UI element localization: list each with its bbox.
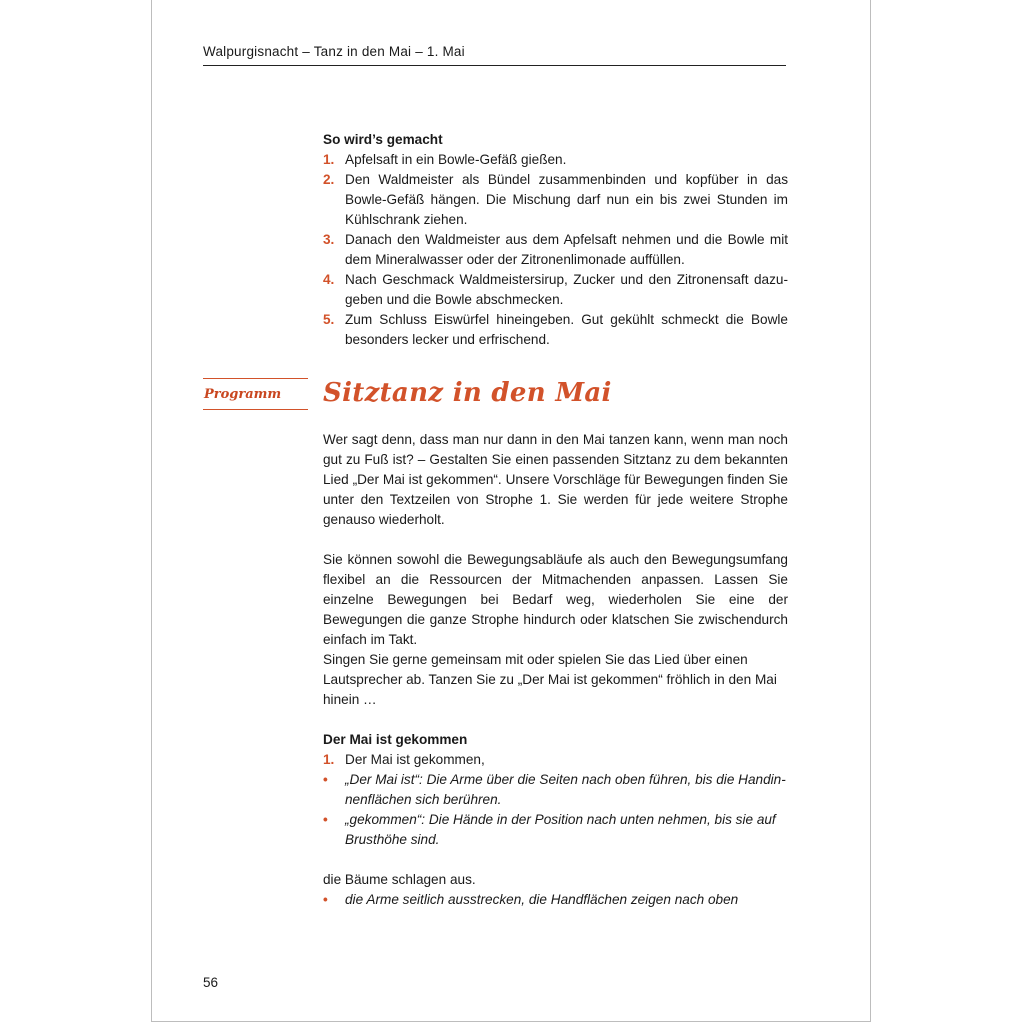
intro-paragraph-3: Singen Sie gerne gemeinsam mit oder spielen Sie das Lied über einen Lautsprecher ab. Tanzen Sie zu „Der Mai ist gekommen“ fröhlich in den Mai hinein … [323,652,777,707]
bullet-icon: • [323,892,328,907]
section-title: Sitztanz in den Mai [323,378,612,408]
intro-paragraph-1: Wer sagt denn, dass man nur dann in den Mai tanzen kann, wenn man noch gut zu Fuß ist? – Gestalten Sie einen passenden Sitztanz zu dem bekannten Lied „Der Mai ist gekommen“. Unsere Vorschläge für Bewegungen finden Sie unter den Textzeilen von Strophe 1. Sie werden für jede weitere Strophe genauso wiederholt. [323,432,788,527]
step-number: 1. [323,152,335,167]
song-line-text: Der Mai ist gekommen, [345,752,485,767]
song-line-2: die Bäume schlagen aus. [323,872,476,887]
running-header: Walpurgisnacht – Tanz in den Mai – 1. Mai [203,44,786,66]
recipe-heading: So wird’s gemacht [323,132,443,147]
song-section [323,730,788,850]
step-number: 4. [323,272,335,287]
movement-list-2 [323,890,788,910]
step-text: Apfelsaft in ein Bowle-Gefäß gießen. [345,152,567,167]
bullet-icon: • [323,772,328,787]
recipe-step [323,310,788,350]
step-text: Zum Schluss Eiswürfel hineingeben. Gut gekühlt schmeckt die Bowle besonders lecker und erfrischend. [345,312,788,347]
recipe-step [323,270,788,310]
song-heading: Der Mai ist gekommen [323,732,468,747]
step-text: Den Waldmeister als Bündel zusammenbinden und kopfüber in das Bowle-Gefäß hängen. Die Mischung darf nun ein bis zwei Stunden im Kühlschrank ziehen. [345,172,788,227]
song-verse [323,750,788,770]
movement-list [323,770,788,850]
bullet-icon: • [323,812,328,827]
verse-number: 1. [323,752,335,767]
recipe-step [323,230,788,270]
step-text: Nach Geschmack Waldmeistersirup, Zucker und den Zitronensaft dazugeben und die Bowle abschmecken. [345,272,788,307]
movement-text: „gekommen“: Die Hände in der Position nach unten nehmen, bis sie auf Brusthöhe sind. [345,812,776,847]
song-line [323,750,788,770]
page-number: 56 [203,975,219,990]
recipe-step [323,150,788,170]
song-section-2 [323,870,788,910]
step-number: 5. [323,312,335,327]
movement-item [323,810,788,850]
recipe-steps [323,150,788,350]
movement-item [323,770,788,810]
step-text: Danach den Waldmeister aus dem Apfelsaft nehmen und die Bowle mit dem Mineralwasser oder der Zitronenlimonade auffüllen. [345,232,788,267]
step-number: 3. [323,232,335,247]
section-tag: Programm [203,378,308,410]
step-number: 2. [323,172,335,187]
movement-item [323,890,788,910]
recipe-section [323,130,788,350]
movement-text: die Arme seitlich ausstrecken, die Handflächen zeigen nach oben [345,892,739,907]
intro-paragraph-2: Sie können sowohl die Bewegungsabläufe als auch den Bewegungsumfang flexibel an die Ressourcen der Mitmachenden anpassen. Lassen Sie einzelne Bewegungen bei Bedarf weg, wiederholen Sie eine der Bewegungen die ganze Strophe hindurch oder klatschen Sie zwischendurch einfach im Takt. [323,552,788,647]
recipe-step [323,170,788,230]
movement-text: „Der Mai ist“: Die Arme über die Seiten nach oben führen, bis die Handinnenflächen sich berühren. [345,772,786,807]
